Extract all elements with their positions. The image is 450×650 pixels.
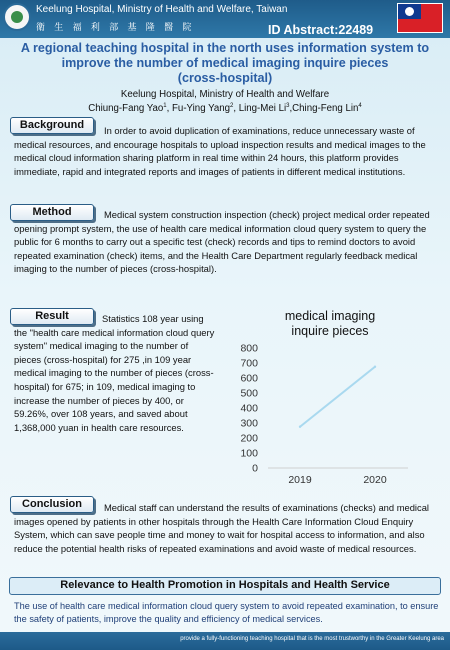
relevance-text: The use of health care medical information cloud query system to avoid repeated examination, to ensure the safety of patients, improve the quality and efficiency of medical services. — [14, 601, 439, 624]
y-tick-label: 200 — [240, 432, 258, 445]
data-point — [374, 366, 376, 368]
author-affiliation: 1 — [163, 103, 167, 109]
x-tick-label: 2019 — [288, 474, 312, 486]
y-tick-label: 0 — [252, 462, 258, 475]
line-chart — [228, 306, 446, 494]
flag-sun-icon — [405, 7, 414, 16]
y-tick-label: 500 — [240, 387, 258, 400]
author-affiliation: 2 — [230, 103, 234, 109]
relevance-heading: Relevance to Health Promotion in Hospitals and Health Service — [9, 577, 441, 595]
conclusion-text: Medical staff can understand the results of examinations (checks) and medical images opened by patients in other hospitals through the Health Care Information Cloud Enquiry System, which can save people time and money to wait for hospital access to information, and also reduce the potential health risks of repeated examinations and avoid waste of medical resources. — [14, 502, 429, 554]
author-list: Chiung-Fang Yao$^1$, Fu-Ying Yang$^2$, Ling-Mei Li$^3$,Ching-Feng Lin$^4$ — [88, 103, 362, 115]
result-text: Statistics 108 year using the "health care medical information cloud query system" medical imaging to the number of pieces (cross-hospital) for 275 ,in 109 year medical imaging to the number of pieces (cross-hospital) for 675; in 109, medical imaging to increase the number of pieces by 400, or 59.26%, over 108 years, and saved about 1,368,000 yuan in health care resources. — [14, 313, 215, 433]
result-label: Result — [10, 308, 94, 325]
title-line-1: A regional teaching hospital in the north uses information system to — [20, 41, 430, 55]
author-affiliation: 3 — [286, 103, 290, 109]
author-name: Ching-Feng Lin — [292, 103, 359, 115]
background-section — [14, 124, 439, 178]
conclusion-label: Conclusion — [10, 496, 94, 513]
conclusion-section — [14, 501, 439, 555]
data-point — [299, 426, 301, 428]
method-label: Method — [10, 204, 94, 221]
hospital-logo-icon — [3, 3, 31, 31]
y-tick-label: 400 — [240, 402, 258, 415]
chart-title: medical imaging inquire pieces — [284, 309, 376, 338]
y-tick-label: 600 — [240, 372, 258, 385]
x-tick-label: 2020 — [363, 474, 387, 486]
method-section — [14, 208, 439, 276]
result-section — [14, 312, 216, 434]
author-name: Ling-Mei Li — [238, 103, 287, 115]
poster-header — [0, 0, 450, 38]
hospital-name-en: Keelung Hospital, Ministry of Health and Welfare, Taiwan — [36, 4, 288, 15]
background-label: Background — [10, 117, 94, 134]
footer-tagline: provide a fully-functioning teaching hospital that is the most trustworthy in the Greater Keelung area — [180, 636, 444, 642]
organization: Keelung Hospital, Ministry of Health and Welfare — [120, 89, 330, 100]
taiwan-flag-icon — [397, 3, 443, 33]
title-line-3: (cross-hospital) — [177, 71, 273, 85]
y-tick-label: 100 — [240, 447, 258, 460]
y-tick-label: 800 — [240, 342, 258, 355]
y-tick-label: 300 — [240, 417, 258, 430]
author-name: Fu-Ying Yang — [172, 103, 230, 115]
hospital-name-cn: 衛 生 福 利 部 基 隆 醫 院 — [36, 22, 195, 32]
method-text: Medical system construction inspection (check) project medical order repeated opening prompt system, the use of health care medical information cloud query system to query the public for 6 months to carry out a specific test (check) records and tips to remind doctors to avoid repeated examination (check) items, and the Health Care Department regularly feedback medical imaging to the number of pieces (cross-hospital). — [14, 209, 430, 275]
chart-svg — [228, 306, 446, 494]
abstract-id: ID Abstract:22489 — [268, 23, 374, 37]
background-text: In order to avoid duplication of examinations, reduce unnecessary waste of medical resources, and encourage hospitals to upload inspection results and medical images to the medical cloud information sharing platform in real time within 24 hours, this platform provides immediate, rapid and integrated reports and images of patients in different medical institutions. — [14, 125, 426, 177]
series-line — [300, 367, 375, 427]
poster-title — [0, 41, 450, 86]
author-name: Chiung-Fang Yao — [88, 103, 164, 115]
title-line-2: improve the number of medical imaging inquire pieces — [61, 56, 389, 70]
author-affiliation: 4 — [358, 103, 362, 109]
y-tick-label: 700 — [240, 357, 258, 370]
poster-footer — [0, 632, 450, 650]
